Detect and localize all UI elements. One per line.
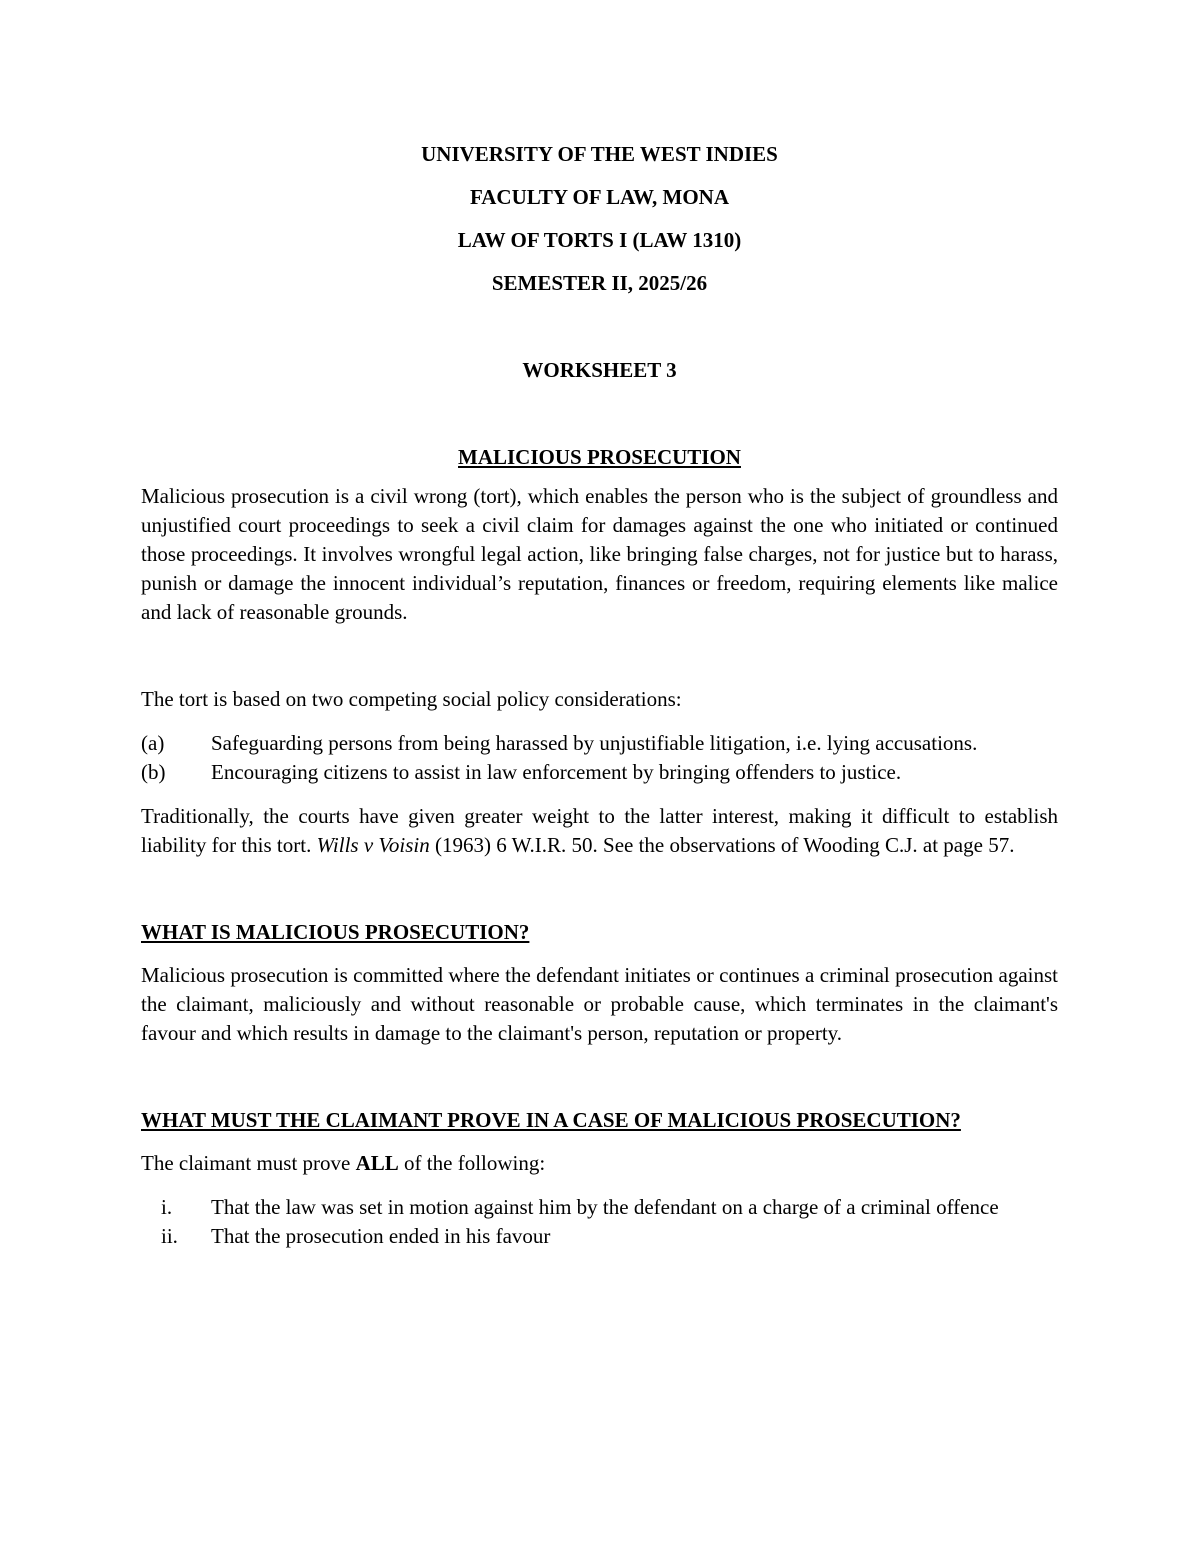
topic-title: MALICIOUS PROSECUTION xyxy=(458,445,741,469)
intro-paragraph: Malicious prosecution is a civil wrong (tort), which enables the person who is the subject of groundless and unjustified court proceedings to seek a civil claim for damages against the one who initiated or continued those proceedings. It involves wrongful legal action, like bringing false charges, not for justice but to harass, punish or damage the innocent individual’s reputation, finances or freedom, requiring elements like malice and lack of reasonable grounds. xyxy=(141,484,1058,624)
list-text: That the law was set in motion against him by the defendant on a charge of a criminal offence xyxy=(211,1195,999,1219)
claimant-intro-start: The claimant must prove xyxy=(141,1151,356,1175)
course-title: LAW OF TORTS I (LAW 1310) xyxy=(457,228,742,252)
list-text: Encouraging citizens to assist in law enforcement by bringing offenders to justice. xyxy=(211,760,902,784)
traditionally-text-start: Traditionally, the courts have given greater weight to the latter interest, making it difficult to establish liability for this tort. xyxy=(141,804,1058,857)
list-item xyxy=(141,758,1058,787)
document-page xyxy=(141,140,1058,1251)
worksheet-title: WORKSHEET 3 xyxy=(522,358,677,382)
list-marker: (a) xyxy=(141,731,165,755)
section-heading-what-is: WHAT IS MALICIOUS PROSECUTION? xyxy=(141,920,530,944)
list-marker: (b) xyxy=(141,760,166,784)
section-body-what-is: Malicious prosecution is committed where the defendant initiates or continues a criminal prosecution against the claimant, maliciously and without reasonable or probable cause, which terminates in the claimant's favour and which results in damage to the claimant's person, reputation or property. xyxy=(141,963,1058,1045)
policy-intro: The tort is based on two competing social policy considerations: xyxy=(141,687,682,711)
claimant-intro xyxy=(141,1149,1058,1178)
traditionally-paragraph xyxy=(141,802,1058,860)
list-marker: i. xyxy=(161,1195,173,1219)
policy-list xyxy=(141,729,1058,787)
faculty-name: FACULTY OF LAW, MONA xyxy=(469,185,730,209)
semester: SEMESTER II, 2025/26 xyxy=(491,271,708,295)
list-text: That the prosecution ended in his favour xyxy=(211,1224,551,1248)
requirements-list xyxy=(141,1193,1058,1251)
section-heading-claimant-prove: WHAT MUST THE CLAIMANT PROVE IN A CASE OF MALICIOUS PROSECUTION? xyxy=(141,1108,961,1132)
case-name: Wills v Voisin xyxy=(316,833,430,857)
traditionally-text-end: (1963) 6 W.I.R. 50. See the observations of Wooding C.J. at page 57. xyxy=(429,833,1015,857)
list-text: Safeguarding persons from being harassed by unjustifiable litigation, i.e. lying accusations. xyxy=(211,731,978,755)
university-name: UNIVERSITY OF THE WEST INDIES xyxy=(421,142,778,166)
claimant-intro-end: of the following: xyxy=(398,1151,546,1175)
list-item xyxy=(141,729,1058,758)
list-marker: ii. xyxy=(161,1224,178,1248)
list-item xyxy=(141,1193,1058,1222)
list-item xyxy=(141,1222,1058,1251)
claimant-intro-emphasis: ALL xyxy=(355,1151,399,1175)
